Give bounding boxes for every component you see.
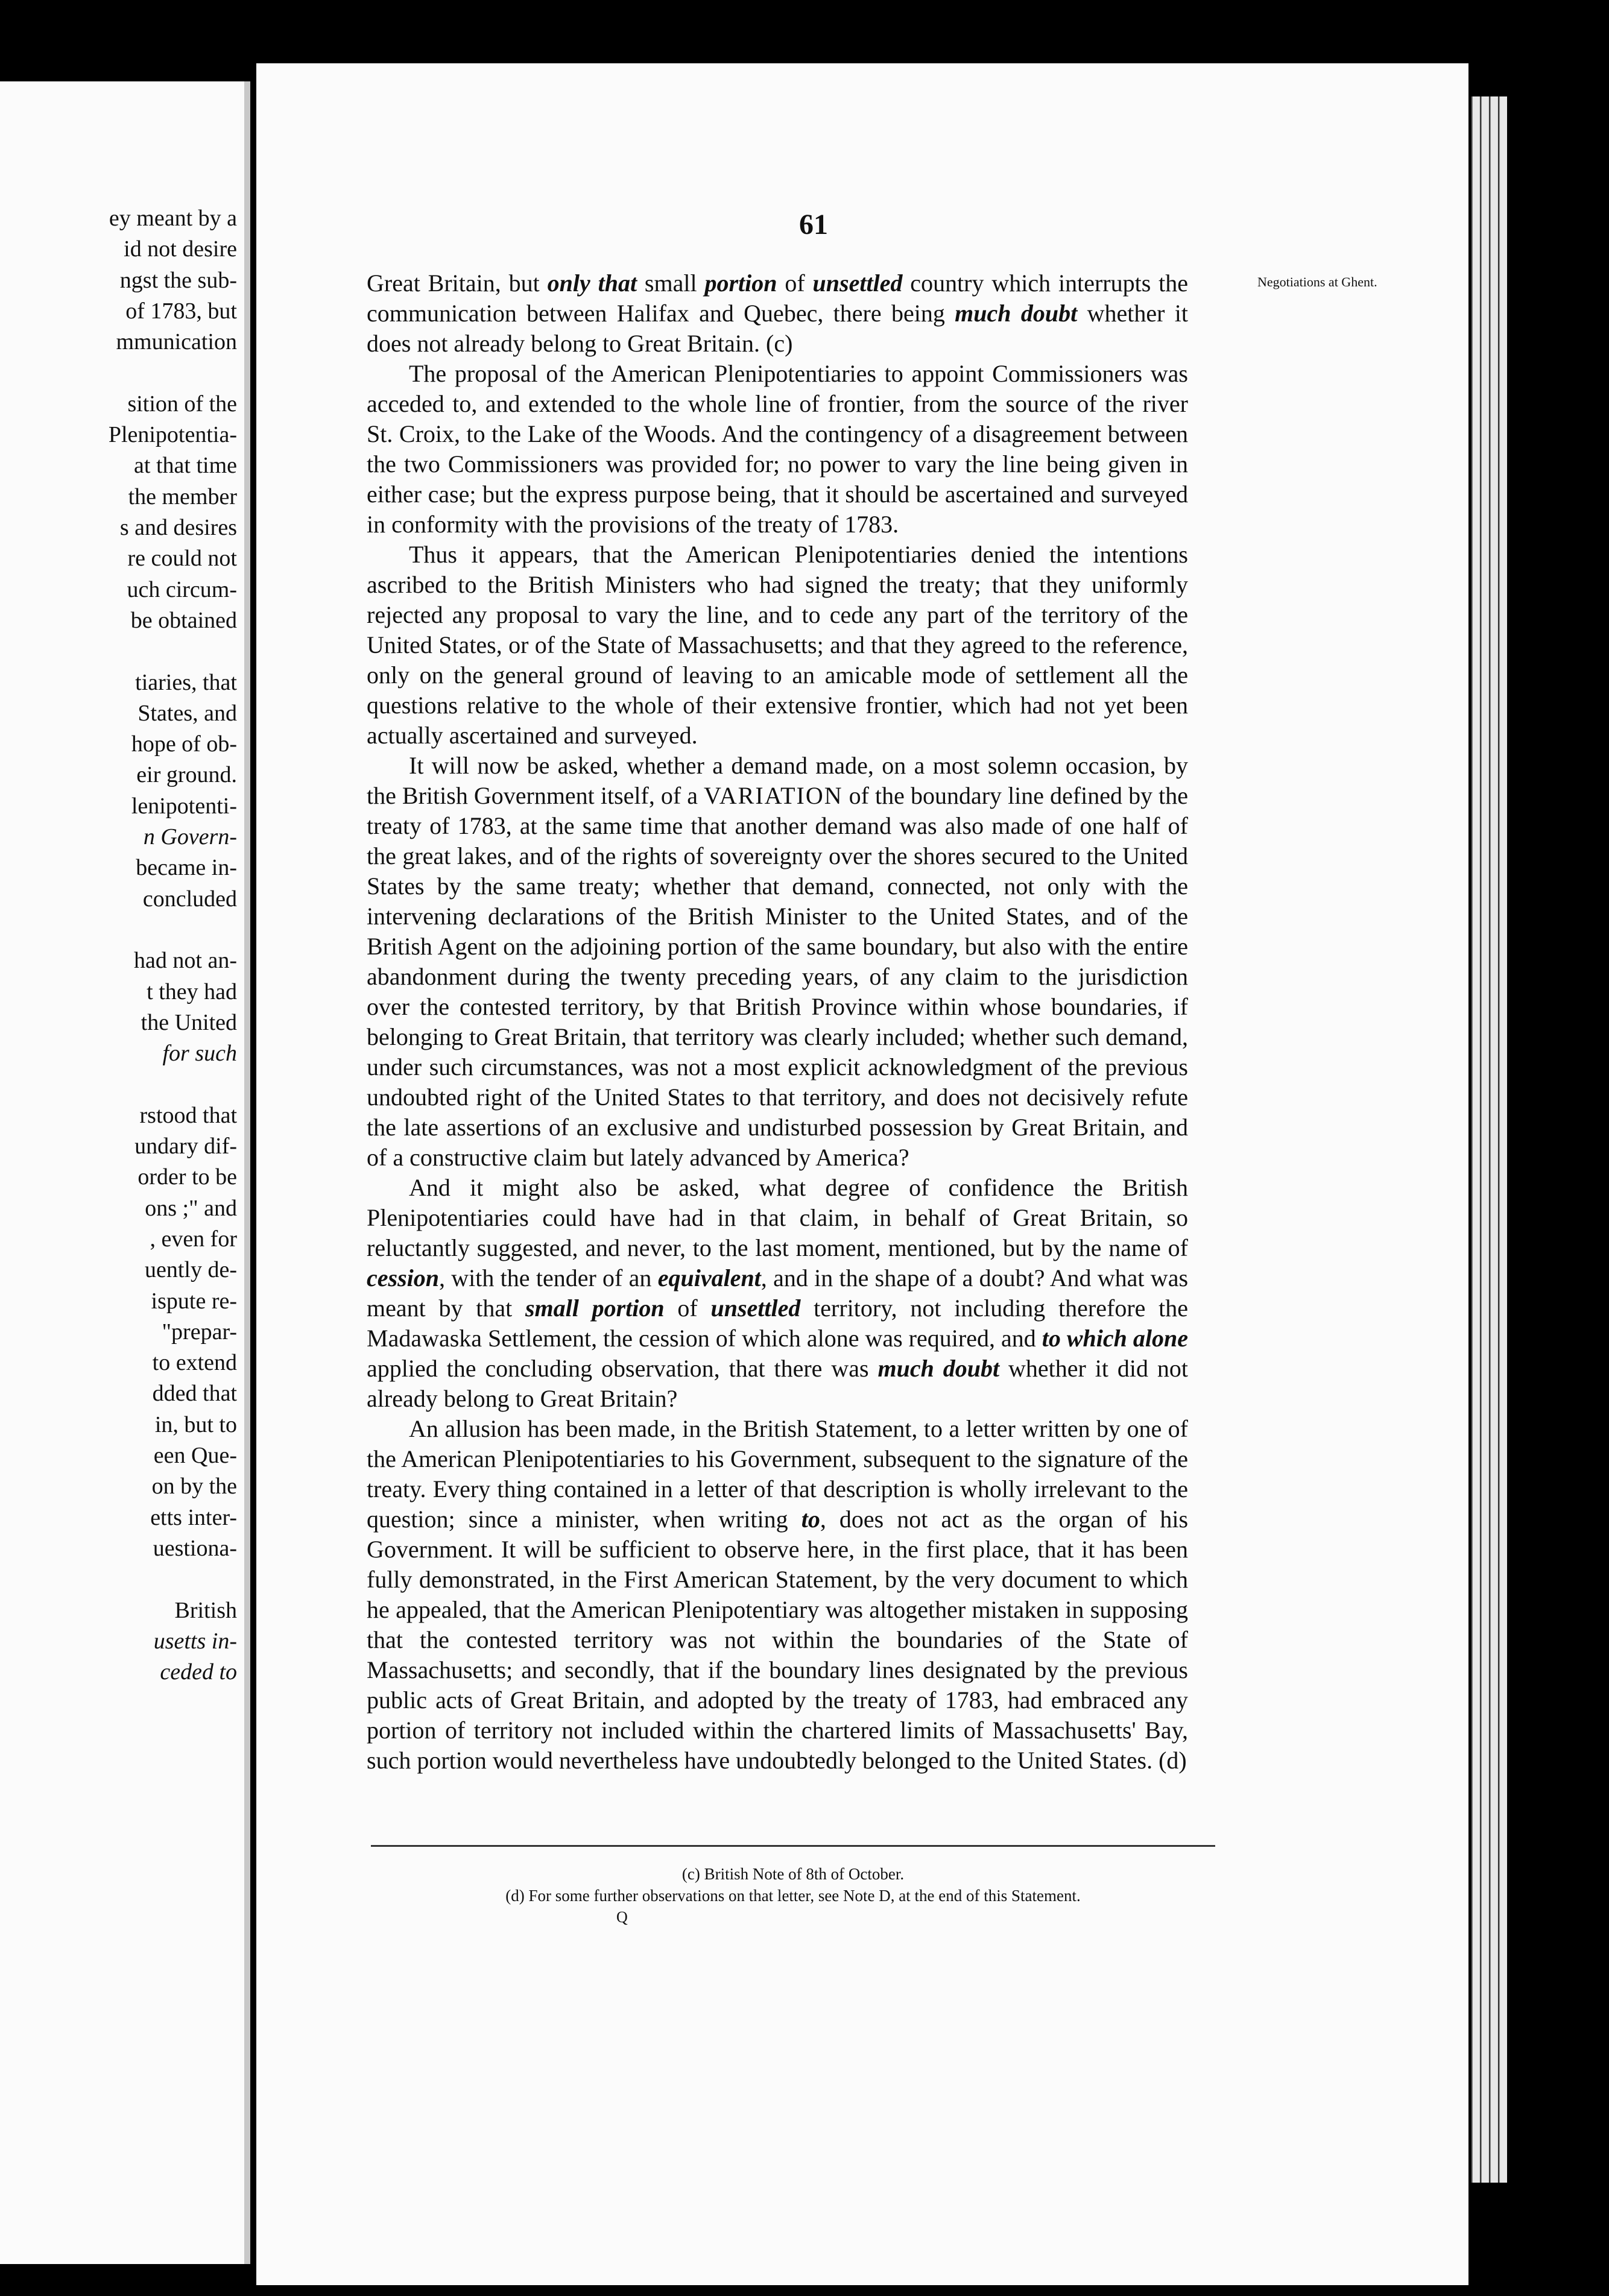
- previous-page-line: uently de-: [144, 1257, 237, 1283]
- emphasis-text: portion: [704, 270, 777, 297]
- previous-page-line: the United: [141, 1009, 237, 1035]
- previous-page-line: etts inter-: [150, 1504, 237, 1530]
- footnote-c: (c) British Note of 8th of October.: [681, 1865, 905, 1883]
- signature-mark: Q: [616, 1908, 628, 1926]
- previous-page-line: undary dif-: [134, 1134, 237, 1159]
- text-run: small: [637, 270, 705, 297]
- paragraph: [367, 751, 1188, 1173]
- emphasis-text: to: [801, 1506, 820, 1533]
- previous-page-line: tiaries, that: [135, 669, 237, 695]
- previous-page-line: Plenipotentia-: [108, 422, 237, 448]
- page-edge: [1490, 96, 1498, 2183]
- previous-page-line: hope of ob-: [131, 731, 237, 757]
- previous-page-line: uch circum-: [127, 576, 237, 602]
- text-run: territory, not including therefore the Madawaska Settlement, the cession of which alone was required, and: [367, 1295, 1189, 1352]
- previous-page-line: rstood that: [139, 1102, 237, 1128]
- previous-page-line: mmunication: [116, 329, 237, 355]
- emphasis-text: much doubt: [955, 300, 1078, 327]
- previous-page-line: had not an-: [134, 948, 237, 974]
- paragraph: [367, 540, 1188, 751]
- previous-page-line: ceded to: [160, 1659, 237, 1685]
- text-run: of the boundary line defined by the treaty of 1783, at the same time that another demand was also made of one half of the great lakes, and of the rights of sovereignty over the shores secured to the United States by the same treaty; whether that demand, connected, not only with the intervening declarations of the British Minister to the United States, and of the British Agent on the adjoining portion of the same boundary, but also with the entire abandonment during the twenty preceding years, of any claim to the jurisdiction over the contested territory, by that British Province within whose boundaries, if belonging to Great Britain, that territory was clearly included; whether such demand, under such circumstances, was not a most explicit acknowledgment of the previous undoubted right of the United States to that territory, and does not decisively refute the late assertions of an exclusive and undisturbed possession by Great Britain, and of a constructive claim but lately advanced by America?: [367, 782, 1188, 1171]
- text-run: VARIATION: [704, 782, 843, 809]
- previous-page-line: een Que-: [153, 1443, 237, 1468]
- emphasis-text: small portion: [525, 1295, 665, 1322]
- previous-page-line: eir ground.: [136, 762, 237, 788]
- text-run: of: [777, 270, 813, 297]
- emphasis-text: equivalent: [657, 1264, 761, 1292]
- paragraph: [367, 1173, 1188, 1414]
- text-run: Thus it appears, that the American Plenipotentiaries denied the intentions ascribed to the British Ministers who had signed the treaty; that they uniformly rejected any proposal to vary the line, and to cede any part of the territory of the United States, or of the State of Massachusetts; and that they agreed to the reference, only on the general ground of leaving to an amicable mode of settlement all the questions relative to the whole of their extensive frontier, which had not yet been actually ascertained and surveyed.: [367, 541, 1188, 749]
- previous-page-line: became in-: [136, 855, 237, 881]
- previous-page-line: for such: [162, 1041, 237, 1067]
- emphasis-text: much doubt: [877, 1355, 1000, 1382]
- previous-page-line: dded that: [152, 1381, 237, 1407]
- previous-page: [0, 81, 250, 2264]
- text-run: country which interrupts the communication between Halifax and Quebec, there being: [367, 270, 1188, 327]
- previous-page-line: on by the: [151, 1474, 237, 1500]
- previous-page-line: re could not: [127, 546, 237, 572]
- emphasis-text: only that: [547, 270, 637, 297]
- previous-page-line: order to be: [138, 1164, 237, 1190]
- previous-page-line: ngst the sub-: [119, 267, 237, 293]
- text-run: And it might also be asked, what degree of confidence the British Plenipotentiaries could have had in that claim, in behalf of Great Britain, so reluctantly suggested, and never, to the last moment, mentioned, but by the name of: [367, 1174, 1188, 1261]
- text-run: Great Britain, but: [367, 270, 548, 297]
- emphasis-text: to which alone: [1042, 1325, 1188, 1352]
- page-number: 61: [799, 209, 828, 241]
- text-run: applied the concluding observation, that there was: [367, 1355, 878, 1382]
- previous-page-line: at that time: [134, 453, 237, 479]
- previous-page-line: the member: [128, 484, 237, 509]
- previous-page-line: to extend: [152, 1350, 237, 1376]
- text-run: whether it does not already belong to Great Britain. (c): [367, 300, 1188, 357]
- previous-page-line: t they had: [147, 979, 237, 1004]
- previous-page-line: ons ;" and: [145, 1195, 237, 1221]
- previous-page-line: usetts in-: [153, 1628, 237, 1654]
- footnote-rule: [371, 1845, 1215, 1847]
- previous-page-line: ey meant by a: [109, 206, 237, 231]
- text-run: , and in the shape of a doubt? And what was meant by that: [367, 1264, 1189, 1322]
- emphasis-text: unsettled: [812, 270, 903, 297]
- text-run: An allusion has been made, in the British Statement, to a letter written by one of the American Plenipotentiaries to his Government, subsequent to the signature of the treaty. Every thing contained in a letter of that description is wholly irrelevant to the question; since a minister, when writing: [367, 1415, 1188, 1533]
- page-edge: [1499, 96, 1507, 2183]
- previous-page-line: , even for: [150, 1226, 237, 1252]
- previous-page-line: be obtained: [130, 607, 237, 633]
- previous-page-line: s and desires: [119, 515, 237, 540]
- text-run: whether it did not already belong to Great Britain?: [367, 1355, 1189, 1412]
- page-edge: [1481, 96, 1489, 2183]
- previous-page-line: n Govern-: [143, 824, 237, 850]
- previous-page-line: id not desire: [124, 236, 237, 262]
- previous-page-line: States, and: [138, 700, 237, 726]
- emphasis-text: unsettled: [710, 1295, 801, 1322]
- previous-page-line: "prepar-: [162, 1319, 237, 1345]
- text-run: It will now be asked, whether a demand made, on a most solemn occasion, by the British Government itself, of a: [367, 752, 1188, 809]
- margin-note: Negotiations at Ghent.: [1257, 274, 1377, 289]
- page-edge: [1471, 96, 1480, 2183]
- emphasis-text: cession: [367, 1264, 439, 1292]
- previous-page-line: in, but to: [154, 1411, 237, 1437]
- previous-page-line: of 1783, but: [125, 298, 237, 324]
- body-text: [367, 268, 1188, 1776]
- text-run: , does not act as the organ of his Government. It will be sufficient to observe here, in the first place, that it has been fully demonstrated, in the First American Statement, by the very document to which he appealed, that the American Plenipotentiary was altogether mistaken in supposing that the contested territory was not within the boundaries of the State of Massachusetts; and secondly, that if the boundary lines designated by the previous public acts of Great Britain, and adopted by the treaty of 1783, had embraced any portion of territory not included within the chartered limits of Massachusetts' Bay, such portion would nevertheless have undoubtedly belonged to the United States. (d): [367, 1506, 1189, 1774]
- previous-page-line: concluded: [142, 886, 237, 912]
- footnotes: [365, 1863, 1221, 1906]
- text-run: The proposal of the American Plenipotentiaries to appoint Commissioners was acceded to, and extended to the whole line of frontier, from the source of the river St. Croix, to the Lake of the Woods. And the contingency of a disagreement between the two Commissioners was provided for; no power to vary the line being given in either case; but the express purpose being, that it should be ascertained and surveyed in conformity with the provisions of the treaty of 1783.: [367, 360, 1188, 538]
- paragraph: [367, 359, 1188, 540]
- paragraph: [367, 268, 1188, 359]
- previous-page-line: sition of the: [127, 391, 237, 417]
- text-run: , with the tender of an: [439, 1264, 658, 1292]
- page: [256, 63, 1468, 2285]
- paragraph: [367, 1414, 1188, 1776]
- previous-page-line: uestiona-: [153, 1535, 237, 1561]
- text-run: of: [664, 1295, 711, 1322]
- previous-page-line: lenipotenti-: [131, 793, 237, 819]
- footnote-d: (d) For some further observations on that letter, see Note D, at the end of this Statement.: [505, 1887, 1081, 1905]
- previous-page-line: ispute re-: [151, 1288, 237, 1314]
- previous-page-line: British: [174, 1597, 237, 1623]
